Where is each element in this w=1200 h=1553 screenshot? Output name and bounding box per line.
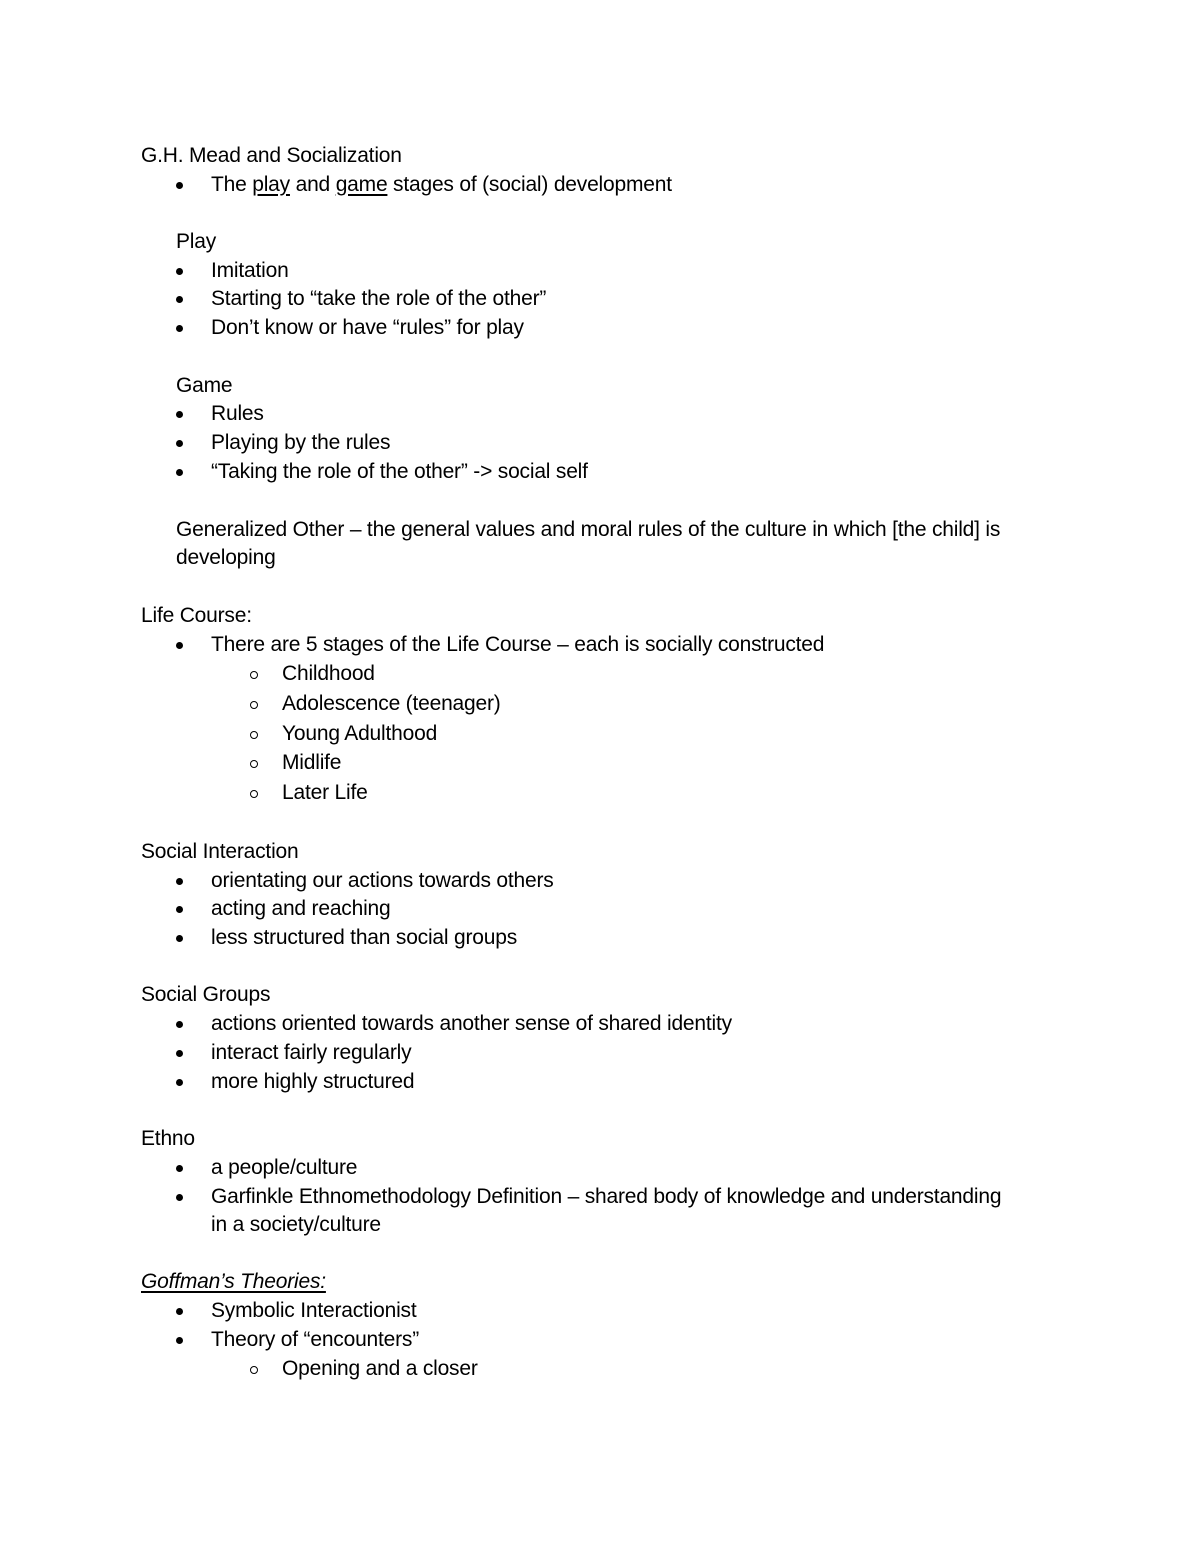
text-run: and: [289, 173, 336, 196]
section-heading-social-interaction: Social Interaction: [141, 840, 299, 863]
list-item: more highly structured: [211, 1068, 414, 1096]
list-item: Rules: [211, 400, 264, 428]
list-item: interact fairly regularly: [211, 1039, 411, 1067]
sub-list-item: Young Adulthood: [282, 720, 437, 748]
sub-list-item: Adolescence (teenager): [282, 690, 501, 718]
list-item: Imitation: [211, 257, 289, 285]
sub-list-item: Opening and a closer: [282, 1355, 478, 1383]
underlined-term-play: play: [252, 173, 290, 196]
list-item: Garfinkle Ethnomethodology Definition – shared body of knowledge and understanding: [211, 1183, 1001, 1211]
list-item: “Taking the role of the other” -> social self: [211, 458, 588, 486]
section-heading-social-groups: Social Groups: [141, 983, 271, 1006]
list-item: Playing by the rules: [211, 429, 390, 457]
text-run: stages of (social) development: [387, 173, 672, 196]
generalized-other-line: developing: [176, 546, 276, 569]
list-item: orientating our actions towards others: [211, 867, 554, 895]
subheading-game: Game: [176, 374, 233, 397]
list-item: a people/culture: [211, 1154, 357, 1182]
list-item: Starting to “take the role of the other”: [211, 285, 546, 313]
text-run: The: [211, 173, 253, 196]
list-item: actions oriented towards another sense of shared identity: [211, 1010, 732, 1038]
section-heading-life-course: Life Course:: [141, 604, 252, 627]
list-item: There are 5 stages of the Life Course – each is socially constructed: [211, 631, 824, 659]
list-item-continuation: in a society/culture: [211, 1213, 381, 1236]
list-item: Don’t know or have “rules” for play: [211, 314, 524, 342]
list-item: Symbolic Interactionist: [211, 1297, 416, 1325]
section-heading-gh-mead: G.H. Mead and Socialization: [141, 144, 402, 167]
sub-list-item: Midlife: [282, 749, 341, 777]
section-heading-goffman: Goffman’s Theories:: [141, 1270, 326, 1293]
list-item: Theory of “encounters”: [211, 1326, 419, 1354]
list-item: [211, 171, 672, 199]
sub-list-item: Childhood: [282, 660, 375, 688]
subheading-play: Play: [176, 230, 217, 253]
section-heading-ethno: Ethno: [141, 1127, 195, 1150]
sub-list-item: Later Life: [282, 779, 368, 807]
generalized-other-line: Generalized Other – the general values and moral rules of the culture in which [the child] is: [176, 518, 1001, 541]
underlined-term-game: game: [335, 173, 388, 196]
list-item: acting and reaching: [211, 895, 391, 923]
list-item: less structured than social groups: [211, 924, 517, 952]
